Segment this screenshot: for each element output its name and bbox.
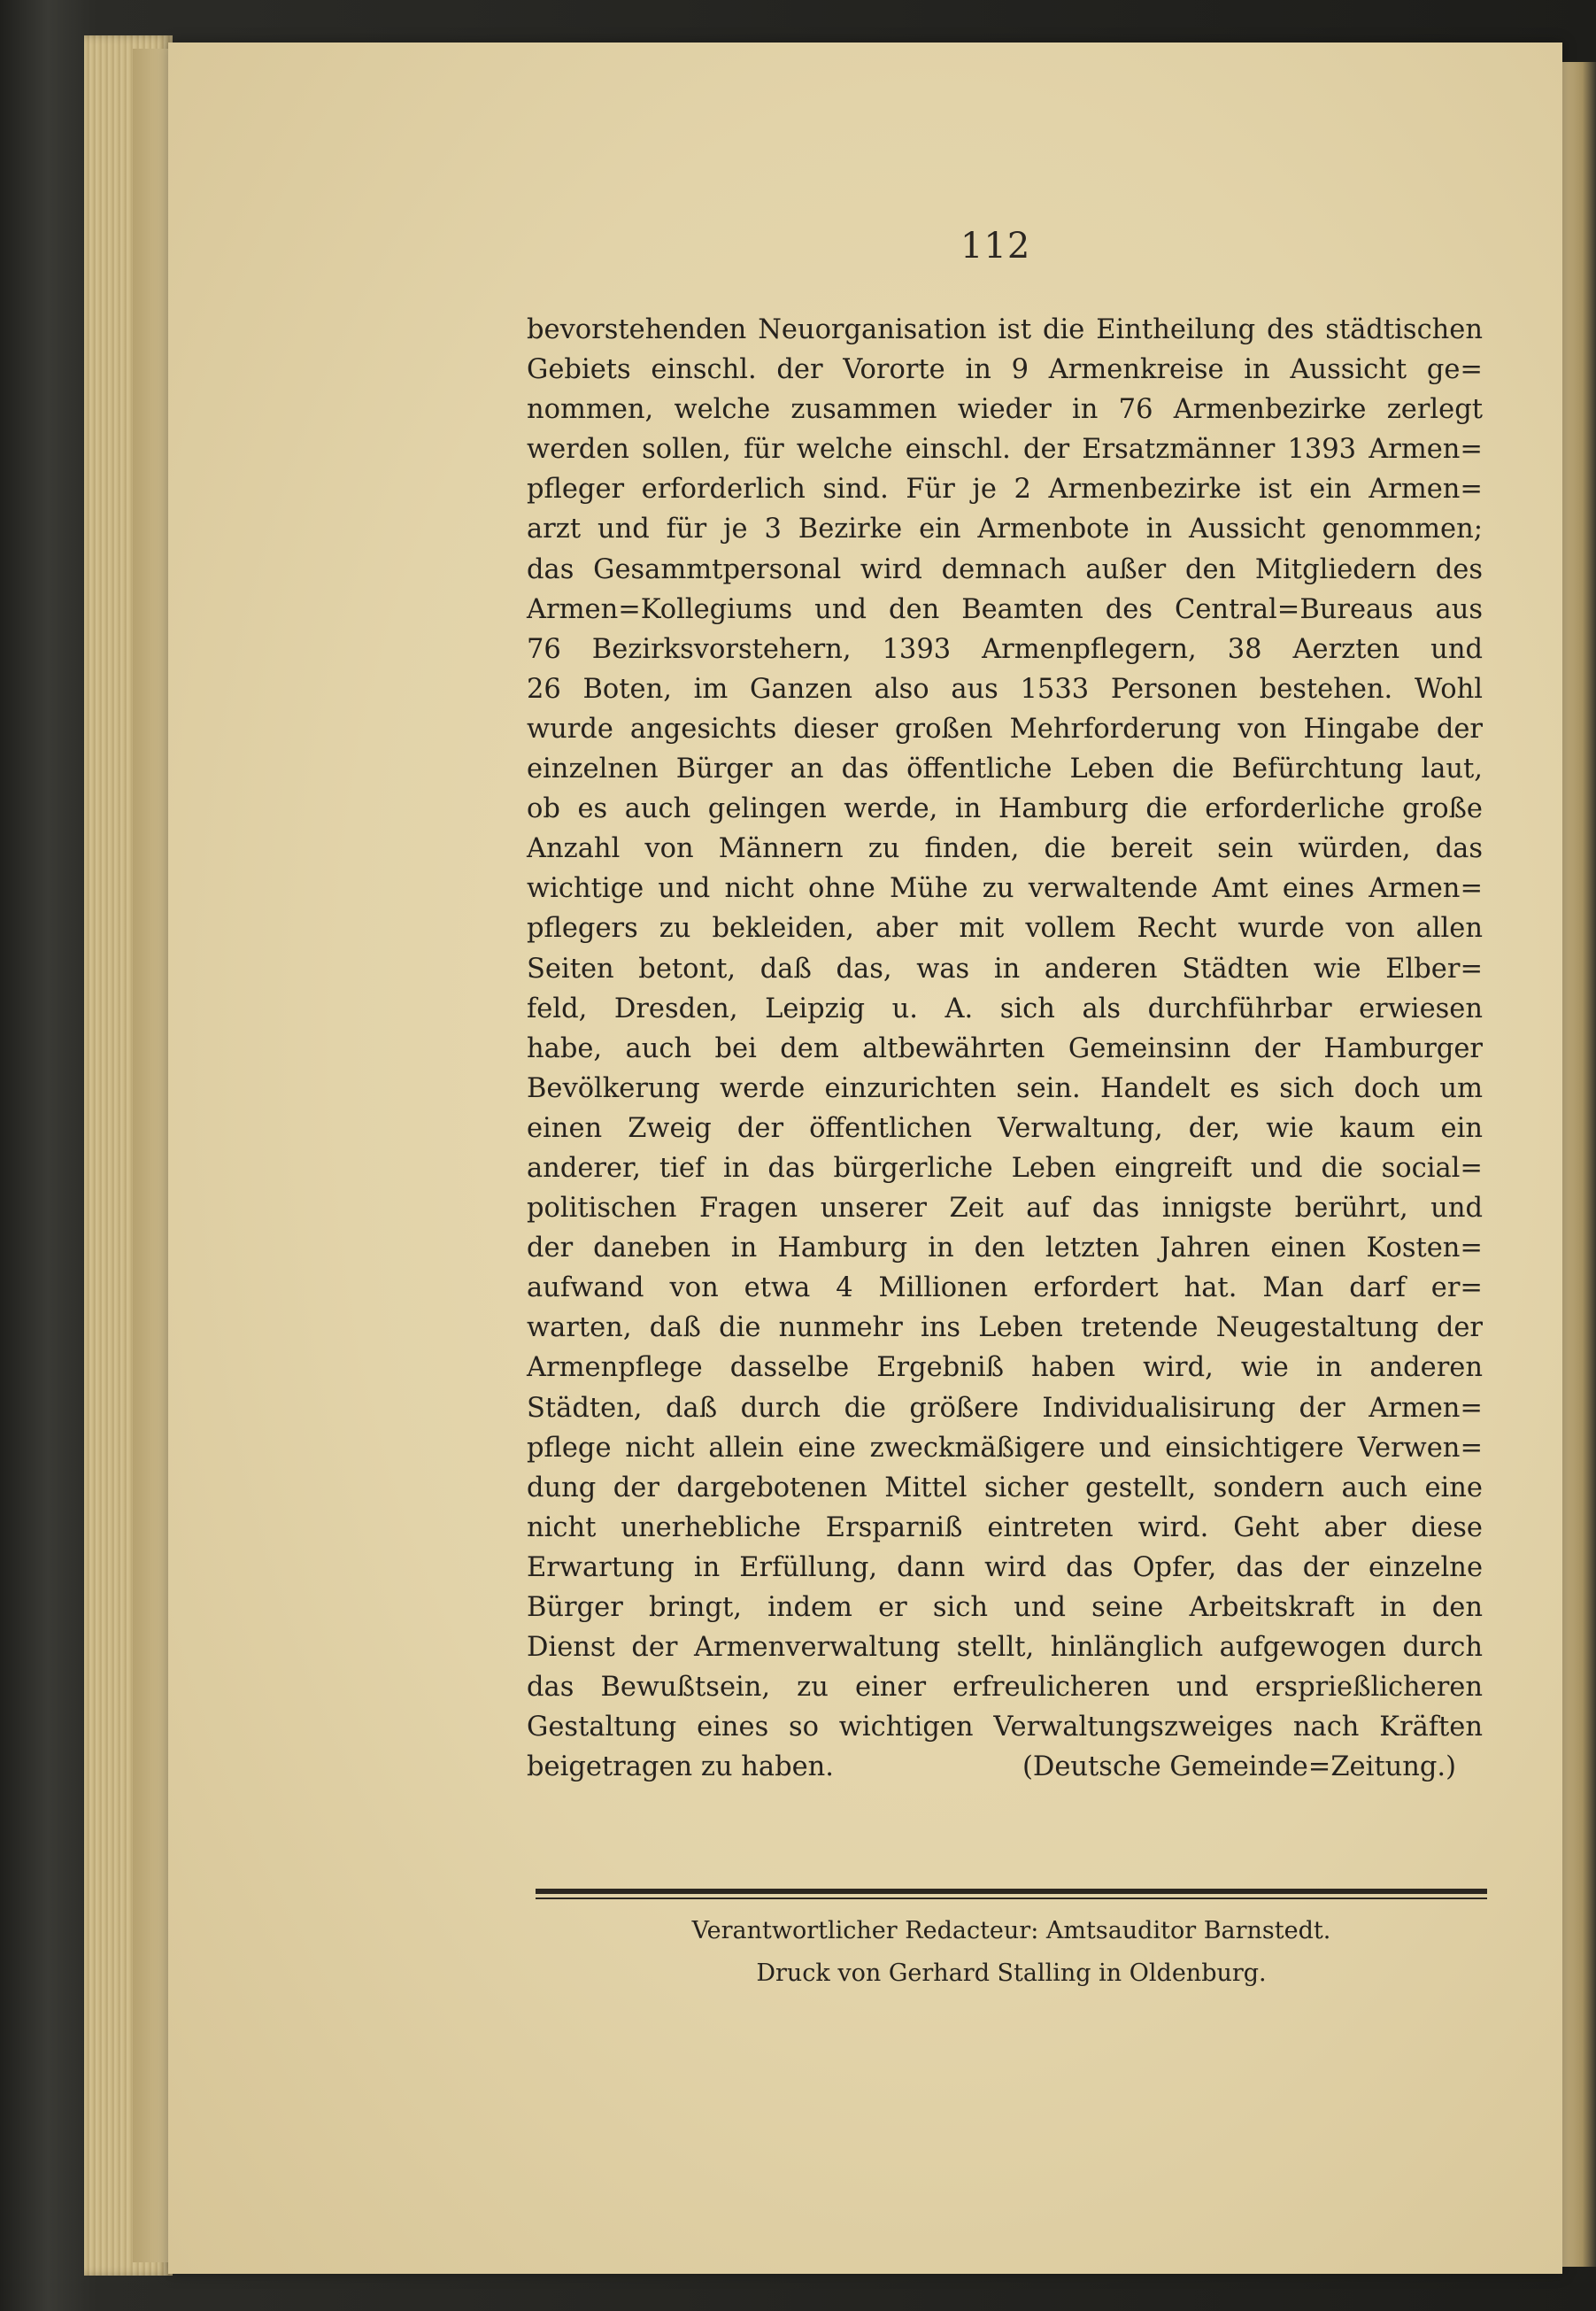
text-line: pflegers zu bekleiden, aber mit vollem Recht wurde von allen [527, 913, 1483, 945]
text-line: anderer, tief in das bürgerliche Leben eingreift und die social= [527, 1152, 1483, 1184]
text-line: feld, Dresden, Leipzig u. A. sich als durchführbar erwiesen [527, 993, 1483, 1024]
text-line: pfleger erforderlich sind. Für je 2 Armenbezirke ist ein Armen= [527, 474, 1483, 506]
imprint-printer: Druck von Gerhard Stalling in Oldenburg. [756, 1959, 1267, 1987]
text-line: wichtige und nicht ohne Mühe zu verwaltende Amt eines Armen= [527, 873, 1483, 905]
text-line: Bevölkerung werde einzurichten sein. Handelt es sich doch um [527, 1072, 1483, 1104]
text-line: Erwartung in Erfüllung, dann wird das Opfer, das der einzelne [527, 1551, 1483, 1583]
text-line: Armenpflege dasselbe Ergebniß haben wird, wie in anderen [527, 1352, 1483, 1384]
text-line: Armen=Kollegiums und den Beamten des Central=Bureaus aus [527, 593, 1483, 625]
divider-rule-thin [536, 1897, 1487, 1899]
divider-rule [536, 1889, 1487, 1894]
text-line: Gestaltung eines so wichtigen Verwaltungszweiges nach Kräften [527, 1712, 1483, 1743]
closing-text: beigetragen zu haben. [527, 1751, 834, 1783]
source-citation: (Deutsche Gemeinde=Zeitung.) [1022, 1751, 1456, 1783]
text-line: Anzahl von Männern zu finden, die bereit sein würden, das [527, 833, 1483, 865]
text-line: 76 Bezirksvorstehern, 1393 Armenpflegern, 38 Aerzten und [527, 633, 1483, 665]
text-line: politischen Fragen unserer Zeit auf das innigste berührt, und [527, 1193, 1483, 1225]
text-line: Dienst der Armenverwaltung stellt, hinlänglich aufgewogen durch [527, 1632, 1483, 1664]
text-line: Gebiets einschl. der Vororte in 9 Armenkreise in Aussicht ge= [527, 354, 1483, 386]
text-line: einzelnen Bürger an das öffentliche Leben die Befürchtung laut, [527, 754, 1483, 785]
text-line: der daneben in Hamburg in den letzten Jahren einen Kosten= [527, 1233, 1483, 1264]
text-line-last [527, 1747, 1483, 1787]
text-line: 26 Boten, im Ganzen also aus 1533 Personen bestehen. Wohl [527, 673, 1483, 705]
text-line: arzt und für je 3 Bezirke ein Armenbote in Aussicht genommen; [527, 514, 1483, 545]
text-line: nommen, welche zusammen wieder in 76 Armenbezirke zerlegt [527, 394, 1483, 426]
page-right-edge [1562, 62, 1596, 2267]
text-line: nicht unerhebliche Ersparniß eintreten wird. Geht aber diese [527, 1511, 1483, 1543]
text-line: wurde angesichts dieser großen Mehrforderung von Hingabe der [527, 713, 1483, 745]
body-text [527, 310, 1483, 1787]
text-line: werden sollen, für welche einschl. der Ersatzmänner 1393 Armen= [527, 434, 1483, 466]
text-line: einen Zweig der öffentlichen Verwaltung, der, wie kaum ein [527, 1112, 1483, 1144]
text-line: das Gesammtpersonal wird demnach außer den Mitgliedern des [527, 553, 1483, 585]
page-number: 112 [960, 226, 1031, 267]
imprint-editor: Verantwortlicher Redacteur: Amtsauditor Barnstedt. [691, 1917, 1331, 1944]
text-line: bevorstehenden Neuorganisation ist die Eintheilung des städtischen [527, 314, 1483, 345]
text-line: Städten, daß durch die größere Individualisirung der Armen= [527, 1392, 1483, 1424]
text-line: Bürger bringt, indem er sich und seine Arbeitskraft in den [527, 1592, 1483, 1623]
text-line: habe, auch bei dem altbewährten Gemeinsinn der Hamburger [527, 1032, 1483, 1064]
text-line: aufwand von etwa 4 Millionen erfordert hat. Man darf er= [527, 1272, 1483, 1304]
text-line: Seiten betont, daß das, was in anderen Städten wie Elber= [527, 953, 1483, 985]
text-line: warten, daß die nunmehr ins Leben tretende Neugestaltung der [527, 1312, 1483, 1344]
text-line: dung der dargebotenen Mittel sicher gestellt, sondern auch eine [527, 1472, 1483, 1503]
text-line: das Bewußtsein, zu einer erfreulicheren und ersprießlicheren [527, 1672, 1483, 1704]
text-line: ob es auch gelingen werde, in Hamburg die erforderliche große [527, 793, 1483, 825]
text-line: pflege nicht allein eine zweckmäßigere und einsichtigere Verwen= [527, 1432, 1483, 1464]
